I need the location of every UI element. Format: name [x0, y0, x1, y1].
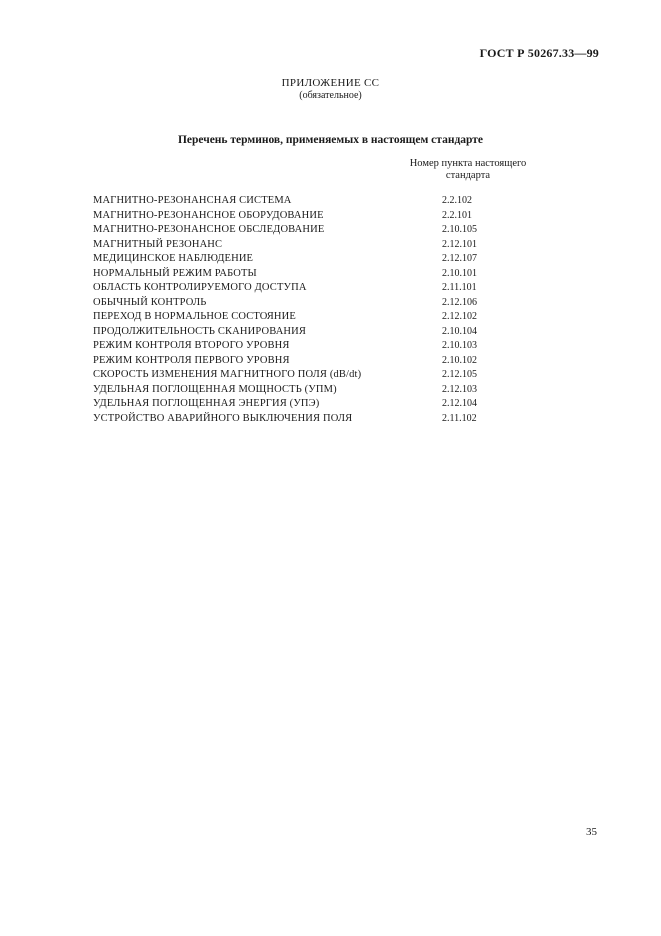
term-row [93, 339, 513, 354]
term-ref: 2.12.105 [442, 369, 477, 380]
term-row [93, 223, 513, 238]
term-ref: 2.12.103 [442, 383, 477, 395]
term-name: РЕЖИМ КОНТРОЛЯ ВТОРОГО УРОВНЯ [93, 340, 290, 351]
term-ref: 2.12.102 [442, 311, 477, 322]
term-row [93, 209, 513, 224]
term-ref: 2.10.103 [442, 340, 477, 351]
appendix-status: (обязательное) [299, 90, 362, 101]
term-name: МАГНИТНО-РЕЗОНАНСНАЯ СИСТЕМА [93, 195, 292, 206]
term-ref: 2.10.102 [442, 354, 477, 366]
term-ref: 2.11.102 [442, 412, 477, 424]
term-name: МАГНИТНЫЙ РЕЗОНАНС [93, 238, 223, 250]
term-name: МАГНИТНО-РЕЗОНАНСНОЕ ОБСЛЕДОВАНИЕ [93, 224, 325, 235]
term-ref: 2.2.102 [442, 195, 472, 206]
term-name: УСТРОЙСТВО АВАРИЙНОГО ВЫКЛЮЧЕНИЯ ПОЛЯ [93, 412, 353, 424]
term-row [93, 267, 513, 282]
term-ref: 2.10.104 [442, 325, 477, 337]
term-name: ОБЛАСТЬ КОНТРОЛИРУЕМОГО ДОСТУПА [93, 282, 307, 293]
term-ref: 2.2.101 [442, 209, 472, 221]
standard-code: ГОСТ Р 50267.33—99 [479, 46, 599, 60]
term-name: ПРОДОЛЖИТЕЛЬНОСТЬ СКАНИРОВАНИЯ [93, 325, 307, 337]
term-ref: 2.11.101 [442, 282, 477, 293]
term-name: МАГНИТНО-РЕЗОНАНСНОЕ ОБОРУДОВАНИЕ [93, 209, 324, 221]
term-ref: 2.12.107 [442, 253, 477, 264]
term-ref: 2.10.105 [442, 224, 477, 235]
term-row [93, 281, 513, 296]
column-header-line2: стандарта [445, 170, 491, 181]
term-name: МЕДИЦИНСКОЕ НАБЛЮДЕНИЕ [93, 253, 254, 264]
term-row [93, 296, 513, 311]
terms-list [93, 194, 513, 426]
page-number: 35 [586, 826, 597, 838]
term-row [93, 325, 513, 340]
appendix-title: ПРИЛОЖЕНИЕ СС [281, 77, 380, 89]
term-row [93, 383, 513, 398]
term-row [93, 412, 513, 427]
term-ref: 2.10.101 [442, 267, 477, 279]
column-header [398, 158, 538, 182]
term-row [93, 354, 513, 369]
term-row [93, 310, 513, 325]
term-name: УДЕЛЬНАЯ ПОГЛОЩЕННАЯ ЭНЕРГИЯ (УПЭ) [93, 398, 320, 409]
term-row [93, 368, 513, 383]
term-name: ПЕРЕХОД В НОРМАЛЬНОЕ СОСТОЯНИЕ [93, 311, 296, 322]
list-title: Перечень терминов, применяемых в настоящем стандарте [177, 134, 484, 146]
term-name: СКОРОСТЬ ИЗМЕНЕНИЯ МАГНИТНОГО ПОЛЯ (dB/dt) [93, 369, 362, 380]
term-name: НОРМАЛЬНЫЙ РЕЖИМ РАБОТЫ [93, 267, 257, 279]
term-name: УДЕЛЬНАЯ ПОГЛОЩЕННАЯ МОЩНОСТЬ (УПМ) [93, 383, 337, 395]
term-name: РЕЖИМ КОНТРОЛЯ ПЕРВОГО УРОВНЯ [93, 354, 290, 366]
term-name: ОБЫЧНЫЙ КОНТРОЛЬ [93, 296, 207, 308]
term-row [93, 397, 513, 412]
term-row [93, 238, 513, 253]
term-ref: 2.12.101 [442, 238, 477, 250]
term-ref: 2.12.104 [442, 398, 477, 409]
term-row [93, 194, 513, 209]
term-ref: 2.12.106 [442, 296, 477, 308]
column-header-line1: Номер пункта настоящего [409, 158, 527, 169]
term-row [93, 252, 513, 267]
